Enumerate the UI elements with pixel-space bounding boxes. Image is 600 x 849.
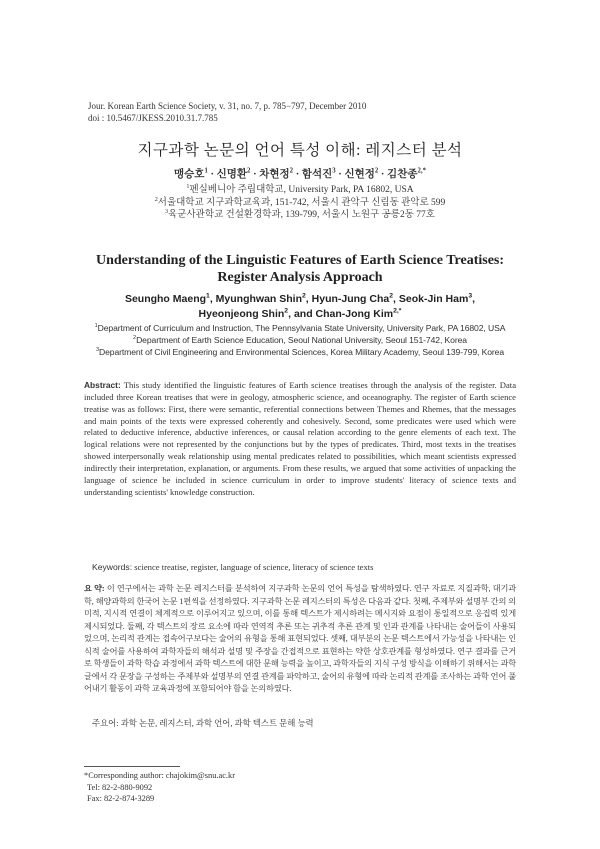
journal-header: [88, 100, 366, 124]
korean-author-name: 맹승호: [174, 169, 205, 180]
korean-affiliation-line: [0, 197, 600, 210]
author-separator: ,: [393, 293, 399, 305]
author-separator: ·: [207, 169, 217, 180]
abstract-text: This study identified the linguistic features of Earth science treatises through the analysis of the register. Data included three Korean treatises that were in geology, atmospheric science, and oceanography. The register of Earth science treatise was as follows: First, there were semantic, referential connections between Themes and Rhemes, that the messages and main points of the texts were expressed coherently and cohesively. Second, some predicates were used which were related to deductive inference, abductive inferences, or causal relation according to the genre elements of each text. The logical relations were not represented by the conjunctions but by the types of predicates. Third, most texts in the treatises showed interpersonally weak relationship using mental predicates related to possibilities, which meant scientists expressed indirectly their interpretation, explanation, or arguments. From these results, we argued that some activities of unpacking the language of science be included in science curriculum in order to improve students' literacy of science texts and understanding scientists' knowledge construction.: [84, 380, 517, 497]
korean-keywords-label: 주요어:: [92, 719, 119, 728]
korean-keywords: [92, 717, 314, 729]
affiliation-text: Department of Earth Science Education, Seoul National University, Seoul 151-742, Korea: [136, 335, 467, 345]
author-affiliation-mark: 2: [374, 167, 379, 175]
english-author-name: Seok-Jin Ham: [398, 293, 469, 305]
telephone: Tel: 82-2-880-9092: [87, 782, 153, 792]
affiliation-mark: 1: [94, 323, 98, 330]
keywords: [92, 562, 374, 572]
author-affiliation-mark: 3: [468, 292, 473, 300]
author-separator: ·: [378, 169, 388, 180]
korean-affiliation-line: [0, 184, 600, 197]
author-affiliation-mark: 1: [204, 167, 208, 175]
author-separator: ,: [209, 293, 216, 305]
affiliation-mark: 3: [95, 347, 99, 354]
english-affiliation-line: [0, 334, 600, 346]
keywords-label: Keywords:: [92, 562, 133, 572]
affiliation-text: Department of Curriculum and Instruction, The Pennsylvania State University, University Park, PA 16802, USA: [97, 323, 506, 333]
author-affiliation-mark: 3: [332, 167, 336, 175]
affiliation-mark: 3: [165, 208, 169, 215]
english-authors-line1: [40, 292, 560, 307]
affiliation-text: 서울대학교 지구과학교육과, 151-742, 서울시 관악구 신림동 관악로 599: [157, 197, 446, 208]
korean-author-name: 함석진: [301, 169, 333, 180]
english-affiliation-line: [0, 346, 600, 358]
korean-author-name: 차현정: [259, 169, 290, 180]
english-author-name: Myunghwan Shin: [215, 293, 302, 305]
fax: Fax: 82-2-874-3289: [87, 794, 155, 803]
author-affiliation-mark: 2,*: [393, 307, 402, 315]
korean-title: 지구과학 논문의 언어 특성 이해: 레지스터 분석: [137, 142, 463, 159]
author-affiliation-mark: 2: [289, 167, 294, 175]
korean-affiliation-line: [0, 209, 600, 222]
author-affiliation-mark: 2: [284, 307, 289, 315]
affiliation-text: 육군사관학교 건설환경학과, 139-799, 서울시 노원구 공릉2동 77호: [168, 210, 435, 220]
english-authors: [40, 292, 560, 322]
korean-abstract-label: 요 약:: [84, 584, 105, 593]
affiliation-text: 펜실베니아 주립대학교, University Park, PA 16802, USA: [189, 185, 414, 195]
english-author-name: Seungho Maeng: [124, 293, 207, 305]
author-separator: ,: [472, 293, 476, 305]
journal-doi: doi : 10.5467/JKESS.2010.31.7.785: [88, 113, 218, 123]
author-affiliation-mark: 2: [389, 292, 394, 300]
abstract: [84, 380, 516, 498]
keywords-text: science treatise, register, language of science, literacy of science texts: [134, 562, 374, 572]
korean-keywords-text: 과학 논문, 레지스터, 과학 언어, 과학 텍스트 문해 능력: [120, 719, 314, 728]
korean-abstract: [84, 583, 516, 696]
english-author-name: Hyun-Jung Cha: [311, 293, 390, 305]
korean-author-name: 김찬종: [387, 169, 418, 180]
english-authors-line2: [40, 307, 560, 322]
abstract-label: Abstract:: [84, 380, 121, 390]
korean-authors: [0, 166, 600, 181]
author-separator: ·: [293, 169, 302, 180]
affiliation-mark: 1: [186, 183, 190, 190]
korean-abstract-text: 이 연구에서는 과학 논문 레지스터를 분석하여 지구과학 논문의 언어 특성을 탐색하였다. 연구 자료로 지질과학, 대기과학, 해양과학의 한국어 논문 1편씩을 선정하였다. 지구과학 논문 레지스터의 특성은 다음과 같다. 첫째, 주제부와 설명부 간의 의미적, 지시적 연결이 체계적으로 이루어지고 있으며, 이를 통해 텍스트가 제시하려는 메시지와 요점이 통일적으로 응집력 있게 제시되었다. 둘째, 각 텍스트의 장르 요소에 따라 연역적 추론 또는 귀추적 추론 관계 및 인과 관계를 나타내는 술어들이 사용되었으며, 논리적 관계는 접속어구보다는 술어의 유형을 통해 표현되었다. 셋째, 대부분의 논문 텍스트에서 가능성을 나타내는 인식적 술어를 사용하여 과학자들의 해석과 설명 및 주장을 간접적으로 표현하는 약한 상호관계를 형성하였다. 연구 결과를 근거로 학생들이 과학 학습 과정에서 과학 텍스트에 대한 문해 능력을 높이고, 과학자들의 지식 구성 방식을 이해하기 위해서는 과학 글에서 각 문장을 구성하는 주제부와 설명부의 연결 관계를 파악하고, 술어의 유형에 따라 논리적 관계를 조사하는 과학 언어 풀어내기 활동이 과학 교육과정에 포함되어야 함을 논의하였다.: [84, 584, 516, 693]
english-affiliations: [0, 322, 600, 358]
english-affiliation-line: [0, 322, 600, 334]
author-affiliation-mark: 2,*: [417, 167, 426, 175]
corresponding-author: *Corresponding author: chajokim@snu.ac.kr: [84, 771, 235, 780]
korean-affiliations: [0, 184, 600, 222]
korean-author-name: 신명환: [216, 169, 248, 180]
english-author-name: and Chan-Jong Kim: [293, 308, 394, 320]
affiliation-mark: 2: [133, 335, 137, 342]
author-separator: ,: [288, 308, 294, 320]
author-separator: ,: [305, 293, 312, 305]
author-affiliation-mark: 2: [302, 292, 306, 300]
affiliation-text: Department of Civil Engineering and Environmental Sciences, Korea Military Academy, Seoul 139-799, Korea: [98, 347, 505, 357]
affiliation-mark: 2: [154, 196, 158, 203]
footnote: [84, 770, 235, 805]
author-affiliation-mark: 2: [247, 167, 251, 175]
english-title: [40, 252, 560, 286]
author-separator: ·: [335, 169, 345, 180]
english-author-name: Hyeonjeong Shin: [198, 308, 285, 320]
journal-citation: Jour. Korean Earth Science Society, v. 31, no. 7, p. 785−797, December 2010: [88, 101, 367, 111]
korean-author-name: 신현정: [344, 169, 375, 180]
english-title-line1: Understanding of the Linguistic Features of Earth Science Treatises:: [95, 253, 505, 268]
author-affiliation-mark: 1: [206, 292, 210, 300]
footnote-divider: [84, 766, 180, 767]
english-title-line2: Register Analysis Approach: [217, 270, 383, 285]
author-separator: ·: [250, 169, 260, 180]
